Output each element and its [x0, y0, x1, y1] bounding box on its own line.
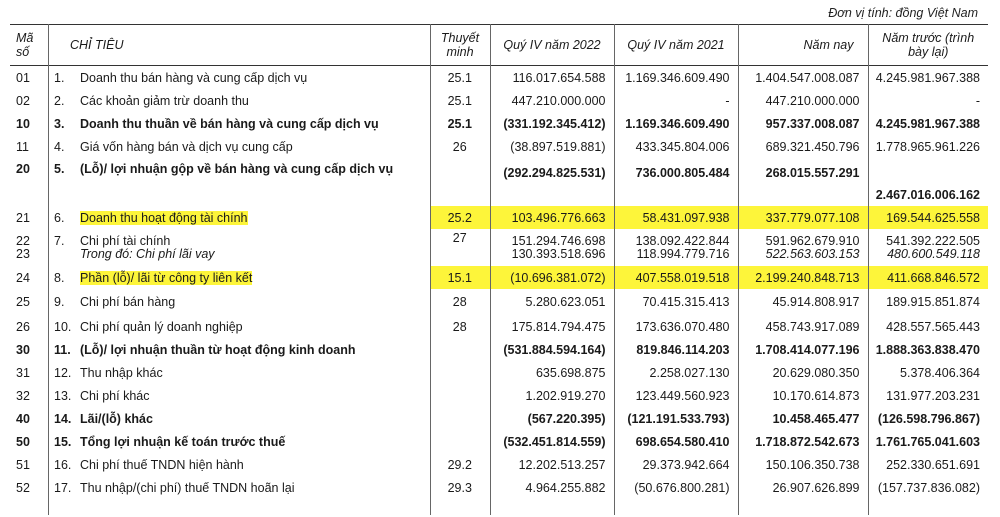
- row-code: 32: [16, 388, 30, 403]
- row-number: 1.: [54, 70, 65, 85]
- row-number: 12.: [54, 365, 72, 380]
- row-q4-2022: (10.696.381.072): [490, 266, 614, 289]
- row-prior-year: 1.761.765.041.603: [875, 434, 980, 449]
- row-number: 7.: [54, 233, 65, 248]
- table-row: [10, 66, 988, 90]
- row-number: 4.: [54, 139, 65, 154]
- row-desc: [48, 158, 430, 206]
- row-number: 9.: [54, 295, 65, 309]
- header-q4-2021: Quý IV năm 2021: [614, 25, 738, 66]
- row-q4-2021: [614, 229, 738, 266]
- row-q4-2022: (531.884.594.164): [503, 342, 606, 357]
- row-this-year: [738, 229, 868, 266]
- row-note: 29.3: [447, 480, 472, 495]
- row-desc: [48, 361, 430, 384]
- value-main: 151.294.746.698: [511, 233, 606, 248]
- row-label: Tổng lợi nhuận kế toán trước thuế: [80, 434, 286, 449]
- row-desc: [48, 430, 430, 453]
- value-main: 591.962.679.910: [765, 233, 860, 248]
- row-q4-2022: 116.017.654.588: [512, 70, 606, 85]
- row-note: 25.1: [447, 93, 472, 108]
- row-code: 31: [16, 365, 30, 380]
- table-row: [10, 158, 988, 206]
- row-label: Doanh thu thuần về bán hàng và cung cấp dịch vụ: [80, 116, 379, 131]
- row-note: 27: [452, 231, 467, 245]
- row-q4-2022: 635.698.875: [535, 365, 606, 380]
- row-desc: [48, 229, 430, 266]
- row-prior-year: 2.467.016.006.162: [875, 188, 980, 202]
- table-row: [10, 476, 988, 499]
- row-this-year: 10.170.614.873: [772, 388, 860, 403]
- row-prior-year: 4.245.981.967.388: [875, 70, 980, 85]
- row-code: 24: [16, 270, 30, 285]
- row-this-year: 10.458.465.477: [772, 411, 860, 426]
- row-number: 15.: [54, 434, 72, 449]
- row-q4-2021: 1.169.346.609.490: [625, 70, 730, 85]
- row-code: 25: [16, 295, 30, 309]
- row-this-year: 337.779.077.108: [738, 206, 868, 229]
- row-this-year: 447.210.000.000: [765, 93, 860, 108]
- row-label: Các khoản giảm trừ doanh thu: [80, 93, 249, 108]
- row-q4-2021: 433.345.804.006: [635, 139, 730, 154]
- row-q4-2022: (38.897.519.881): [510, 139, 606, 154]
- row-code: 01: [16, 70, 30, 85]
- row-code: 10: [16, 116, 30, 131]
- row-this-year: 1.708.414.077.196: [755, 342, 860, 357]
- row-q4-2021: 173.636.070.480: [635, 319, 730, 334]
- header-q4-2022: Quý IV năm 2022: [490, 25, 614, 66]
- row-desc: [48, 206, 430, 229]
- row-desc: [48, 66, 430, 90]
- row-q4-2022: 447.210.000.000: [511, 93, 606, 108]
- row-number: 2.: [54, 93, 65, 108]
- header-this-year: Năm nay: [738, 25, 868, 66]
- row-prior-year: [868, 229, 988, 266]
- currency-unit-note: Đơn vị tính: đồng Việt Nam: [828, 6, 978, 20]
- row-note: 15.1: [430, 266, 490, 289]
- table-row-highlighted: [10, 266, 988, 289]
- row-code-sub: 23: [16, 246, 30, 261]
- row-desc: [48, 266, 430, 289]
- row-label: Chi phí khác: [80, 388, 150, 403]
- row-this-year: 2.199.240.848.713: [738, 266, 868, 289]
- row-note: [430, 158, 490, 206]
- row-q4-2021: 123.449.560.923: [635, 388, 730, 403]
- row-label: Lãi/(lỗ) khác: [80, 411, 153, 426]
- row-desc: [48, 315, 430, 338]
- row-this-year: 45.914.808.917: [772, 295, 860, 309]
- row-this-year: 1.718.872.542.673: [755, 434, 860, 449]
- row-q4-2021: 407.558.019.518: [614, 266, 738, 289]
- income-statement-table: [10, 24, 988, 499]
- row-this-year: 26.907.626.899: [772, 480, 860, 495]
- column-divider: [738, 24, 739, 515]
- row-code: 26: [16, 319, 30, 334]
- row-q4-2022: 5.280.623.051: [525, 295, 606, 309]
- row-code: 02: [16, 93, 30, 108]
- row-number: 14.: [54, 411, 72, 426]
- row-desc: [48, 289, 430, 315]
- row-prior-year: 189.915.851.874: [886, 295, 980, 309]
- row-prior-year: 1.888.363.838.470: [875, 342, 980, 357]
- row-number: 10.: [54, 319, 72, 334]
- row-q4-2022: (292.294.825.531): [503, 166, 606, 180]
- row-code-main: 22: [16, 233, 30, 248]
- row-note: [430, 384, 490, 407]
- row-label: Doanh thu hoạt động tài chính: [80, 210, 248, 225]
- table-row: [10, 338, 988, 361]
- table-row: [10, 361, 988, 384]
- row-q4-2022: (532.451.814.559): [503, 434, 606, 449]
- row-q4-2022: 175.814.794.475: [511, 319, 606, 334]
- row-prior-year: 169.544.625.558: [868, 206, 988, 229]
- table-row: [10, 407, 988, 430]
- row-q4-2021: 2.258.027.130: [649, 365, 730, 380]
- row-q4-2021: 58.431.097.938: [614, 206, 738, 229]
- column-divider: [430, 24, 431, 515]
- row-q4-2021: (121.191.533.793): [627, 411, 730, 426]
- row-desc: [48, 112, 430, 135]
- row-label: Thu nhập khác: [80, 365, 163, 380]
- header-note: Thuyết minh: [430, 25, 490, 66]
- row-note: 28: [452, 295, 467, 309]
- row-note: 29.2: [447, 457, 472, 472]
- row-q4-2021: (50.676.800.281): [634, 480, 730, 495]
- row-label: Giá vốn hàng bán và dịch vụ cung cấp: [80, 139, 293, 154]
- row-prior-year: (126.598.796.867): [877, 411, 980, 426]
- column-divider: [614, 24, 615, 515]
- row-number: 3.: [54, 116, 65, 131]
- row-this-year: 458.743.917.089: [765, 319, 860, 334]
- row-note: 25.2: [430, 206, 490, 229]
- row-desc: [48, 135, 430, 158]
- row-sublabel: Trong đó: Chi phí lãi vay: [80, 246, 215, 261]
- row-label: Chi phí quản lý doanh nghiệp: [80, 319, 243, 334]
- header-code: Mã số: [10, 25, 48, 66]
- row-code: 21: [16, 210, 30, 225]
- row-this-year: 689.321.450.796: [765, 139, 860, 154]
- row-q4-2022: 103.496.776.663: [490, 206, 614, 229]
- row-desc: [48, 453, 430, 476]
- row-q4-2021: -: [725, 93, 730, 108]
- value-sub: 480.600.549.118: [887, 246, 980, 261]
- row-note: [430, 338, 490, 361]
- row-prior-year: 252.330.651.691: [886, 457, 980, 472]
- table-row: [10, 112, 988, 135]
- row-desc: [48, 338, 430, 361]
- row-label: Chi phí thuế TNDN hiện hành: [80, 457, 244, 472]
- row-note: 25.1: [447, 70, 472, 85]
- row-label: Doanh thu bán hàng và cung cấp dịch vụ: [80, 70, 308, 85]
- table-row: [10, 430, 988, 453]
- row-prior-year: 4.245.981.967.388: [875, 116, 980, 131]
- row-q4-2021: 70.415.315.413: [642, 295, 730, 309]
- table-row: [10, 384, 988, 407]
- header-item: CHỈ TIÊU: [48, 25, 430, 66]
- row-number: 8.: [54, 270, 65, 285]
- row-label: Phần (lỗ)/ lãi từ công ty liên kết: [80, 270, 253, 285]
- header-prior-year: Năm trước (trình bày lại): [868, 25, 988, 66]
- table-row: [10, 89, 988, 112]
- table-row: [10, 289, 988, 315]
- row-note: 28: [452, 319, 467, 334]
- row-q4-2021: 819.846.114.203: [636, 342, 730, 357]
- row-prior-year: 131.977.203.231: [886, 388, 980, 403]
- row-code: 20: [16, 162, 30, 176]
- row-desc: [48, 476, 430, 499]
- row-q4-2022: [490, 229, 614, 266]
- row-number: 17.: [54, 480, 72, 495]
- row-code: 51: [16, 457, 30, 472]
- row-this-year: 150.106.350.738: [765, 457, 860, 472]
- row-number: 11.: [54, 342, 71, 357]
- row-code: 40: [16, 411, 30, 426]
- row-note: 26: [452, 139, 467, 154]
- value-sub: 522.563.603.153: [765, 246, 860, 261]
- row-code: 11: [16, 139, 29, 154]
- value-sub: 118.994.779.716: [636, 246, 730, 261]
- row-label: Chi phí bán hàng: [80, 295, 176, 309]
- row-label: (Lỗ)/ lợi nhuận gộp về bán hàng và cung cấp dịch vụ: [80, 162, 394, 176]
- row-prior-year: (157.737.836.082): [877, 480, 980, 495]
- row-q4-2021: 29.373.942.664: [642, 457, 730, 472]
- value-main: 138.092.422.844: [635, 233, 730, 248]
- row-prior-year: 5.378.406.364: [900, 365, 980, 380]
- value-main: 541.392.222.505: [886, 233, 980, 248]
- row-prior-year: 411.668.846.572: [868, 266, 988, 289]
- row-this-year: 268.015.557.291: [765, 166, 860, 180]
- row-note: 25.1: [447, 116, 472, 131]
- table-row: [10, 135, 988, 158]
- row-q4-2022: (331.192.345.412): [503, 116, 606, 131]
- row-label: Thu nhập/(chi phí) thuế TNDN hoãn lại: [80, 480, 295, 495]
- row-this-year: 20.629.080.350: [772, 365, 860, 380]
- table-row-highlighted: [10, 206, 988, 229]
- column-divider: [868, 24, 869, 515]
- row-q4-2022: 4.964.255.882: [525, 480, 606, 495]
- row-code: 52: [16, 480, 30, 495]
- row-code: 50: [16, 434, 30, 449]
- row-code: 30: [16, 342, 30, 357]
- table-row: [10, 229, 988, 266]
- row-note: [430, 430, 490, 453]
- row-prior-year: 1.778.965.961.226: [875, 139, 980, 154]
- column-divider: [490, 24, 491, 515]
- row-this-year: 1.404.547.008.087: [755, 70, 860, 85]
- row-desc: [48, 384, 430, 407]
- table-row: [10, 453, 988, 476]
- header-row: [10, 25, 988, 66]
- value-sub: 130.393.518.696: [511, 246, 606, 261]
- row-q4-2021: 1.169.346.609.490: [625, 116, 730, 131]
- row-desc: [48, 89, 430, 112]
- row-q4-2021: 698.654.580.410: [635, 434, 730, 449]
- row-desc: [48, 407, 430, 430]
- row-prior-year: 428.557.565.443: [886, 319, 980, 334]
- row-label: Chi phí tài chính: [80, 233, 171, 248]
- row-number: 6.: [54, 210, 65, 225]
- row-this-year: 957.337.008.087: [765, 116, 860, 131]
- row-number: 16.: [54, 457, 72, 472]
- row-note: [430, 407, 490, 430]
- row-q4-2022: (567.220.395): [527, 411, 606, 426]
- row-prior-year: -: [975, 93, 980, 108]
- row-q4-2021: 736.000.805.484: [635, 166, 730, 180]
- table-row: [10, 315, 988, 338]
- row-q4-2022: 1.202.919.270: [525, 388, 606, 403]
- row-note: [430, 361, 490, 384]
- row-q4-2022: 12.202.513.257: [518, 457, 606, 472]
- row-label: (Lỗ)/ lợi nhuận thuần từ hoạt động kinh doanh: [80, 342, 356, 357]
- column-divider: [48, 24, 49, 515]
- row-number: 13.: [54, 388, 72, 403]
- row-code: [10, 229, 48, 266]
- row-number: 5.: [54, 162, 65, 176]
